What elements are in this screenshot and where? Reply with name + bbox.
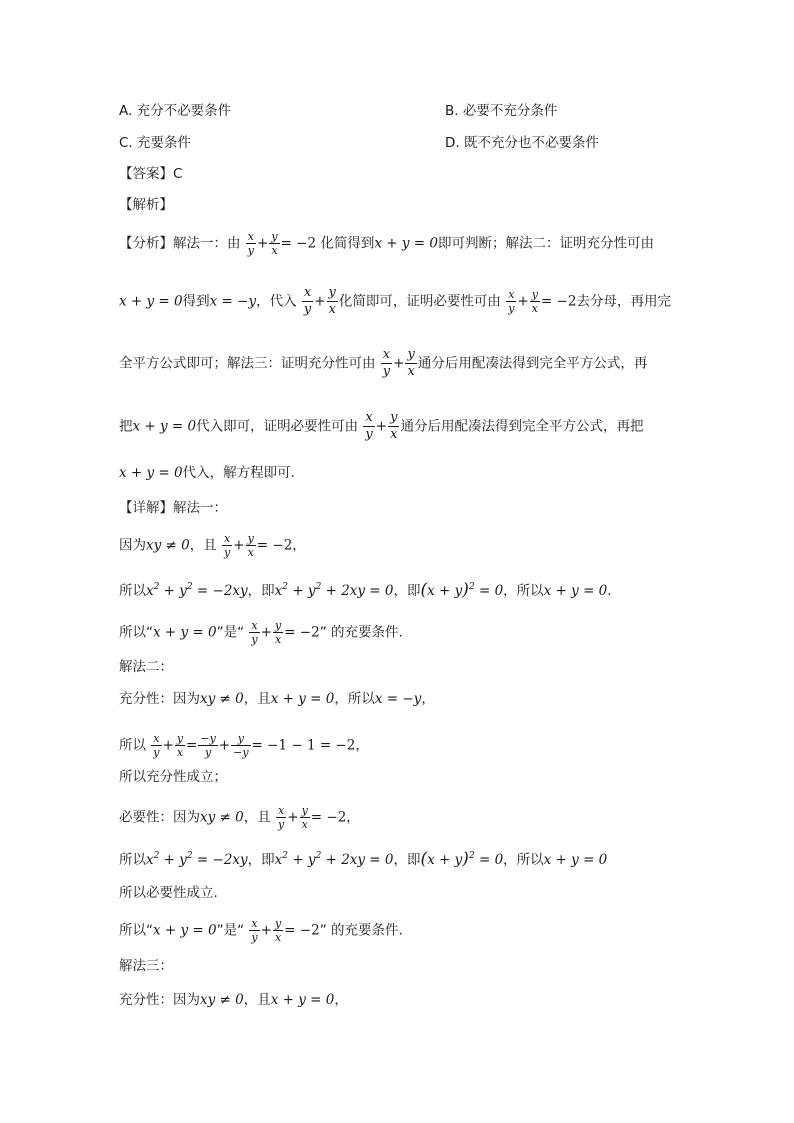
math: = −1 − 1 = −2 xyxy=(251,737,356,754)
text: 通分后用配凑法得到完全平方公式，再 xyxy=(417,355,648,372)
fenxi-line-4 xyxy=(119,410,643,443)
fenxi-line-3 xyxy=(119,347,647,380)
fraction: $\frac{x}{y}$ xyxy=(278,804,285,831)
math: $x^2 + y^2 + 2xy = 0$ xyxy=(274,582,394,599)
fenxi-tag: 【分析】 xyxy=(119,235,173,252)
option-c: C. 充要条件 xyxy=(119,135,192,151)
method-3-label: 解法三： xyxy=(119,958,173,974)
fraction: $\frac{x}{y}$ xyxy=(508,288,515,315)
math: x + y = 0 xyxy=(153,624,217,641)
plus: + xyxy=(314,293,326,310)
answer-line xyxy=(119,164,182,184)
text: 得到 xyxy=(182,293,210,310)
fenxi-line-1 xyxy=(119,230,654,257)
text: 通分后用配凑法得到完全平方公式，再把 xyxy=(400,418,644,435)
text: ，即 xyxy=(247,852,275,868)
text: ， xyxy=(292,537,306,554)
plus: + xyxy=(393,355,405,372)
text: 解法一：由 xyxy=(173,235,241,252)
m2-nec-ok: 所以必要性成立. xyxy=(119,885,218,901)
math: x + y = 0 xyxy=(119,465,183,481)
math: x + y = 0 xyxy=(153,922,217,939)
text: 化简得到 xyxy=(320,235,375,252)
text: 去分母，再用完 xyxy=(576,293,671,310)
answer-tag: 【答案】 xyxy=(119,166,173,182)
math: x + y = 0 xyxy=(119,293,183,310)
text: 必要性：因为 xyxy=(119,809,200,826)
fraction: $\frac{y}{x}$ xyxy=(274,917,282,944)
m2-chain-line xyxy=(119,732,369,759)
math: = −2 xyxy=(284,922,320,939)
text: 所以 xyxy=(119,852,146,868)
fenxi-line-5 xyxy=(119,463,295,483)
math: xy ≠ 0 xyxy=(200,809,244,826)
m2-nec-line xyxy=(119,804,360,831)
text: . xyxy=(607,583,612,599)
math: $(x + y)^2 = 0$ xyxy=(420,849,504,869)
math: x + y = 0 xyxy=(374,235,438,252)
text: 把 xyxy=(119,418,133,435)
plus: + xyxy=(162,737,174,754)
fraction: $\frac{y}{x}$ xyxy=(176,732,184,759)
fraction: $\frac{x}{y}$ xyxy=(224,532,231,559)
text: 因为 xyxy=(119,537,146,554)
equals: = xyxy=(186,737,198,754)
text: ，所以 xyxy=(503,852,544,868)
m1-conclusion xyxy=(119,619,403,646)
text: 即可判断；解法二：证明充分性可由 xyxy=(437,235,654,252)
math: x + y = 0 xyxy=(132,418,197,435)
m2-square-line xyxy=(119,846,607,870)
text: 化简即可，证明必要性可由 xyxy=(338,293,501,310)
analysis-tag: 【解析】 xyxy=(119,197,173,213)
math: $x^2 + y^2 = -2xy$ xyxy=(146,851,248,868)
text: 代入即可，证明必要性可由 xyxy=(196,418,359,435)
text: ，代入 xyxy=(256,293,297,310)
fraction: $\frac{x}{y}$ xyxy=(251,619,258,646)
text: 全平方公式即可；解法三：证明充分性可由 xyxy=(119,355,376,372)
text: ，且 xyxy=(243,691,271,707)
fraction: $\frac{x}{y}$ xyxy=(247,230,255,257)
math: x + y = 0 xyxy=(543,583,608,599)
math: = −2 xyxy=(284,624,320,641)
text: 所以 xyxy=(119,737,146,754)
m3-suff-line xyxy=(119,990,348,1010)
text: ，即 xyxy=(247,583,275,599)
math: xy ≠ 0 xyxy=(146,537,190,554)
detail-tag: 【详解】 xyxy=(119,500,173,516)
m1-line-2 xyxy=(119,577,612,601)
fraction: $\frac{y}{x}$ xyxy=(274,619,282,646)
fraction: $\frac{x}{y}$ xyxy=(303,285,312,317)
text: ，所以 xyxy=(503,583,544,599)
fraction: $\frac{y}{x}$ xyxy=(407,347,415,379)
text: 所以“ xyxy=(119,922,153,939)
text: ， xyxy=(421,691,435,707)
math: $x^2 + y^2 + 2xy = 0$ xyxy=(274,851,394,868)
fraction: $\frac{y}{x}$ xyxy=(301,804,308,831)
text: ，即 xyxy=(393,852,421,868)
fraction: $\frac{y}{x}$ xyxy=(531,288,538,315)
plus: + xyxy=(375,418,388,435)
math: $(x + y)^2 = 0$ xyxy=(420,580,504,600)
option-a: A. 充分不必要条件 xyxy=(119,103,232,119)
plus: + xyxy=(517,293,529,310)
math: = −2 xyxy=(256,537,293,554)
math: xy ≠ 0 xyxy=(200,691,244,707)
text: ， xyxy=(355,737,369,754)
math: = −2 xyxy=(540,293,577,310)
text: 所以“ xyxy=(119,624,153,641)
math: = −2 xyxy=(310,809,347,826)
m2-conclusion xyxy=(119,917,403,944)
fraction: $\frac{y}{x}$ xyxy=(390,410,398,442)
math: xy ≠ 0 xyxy=(200,992,244,1008)
text: ，且 xyxy=(189,537,217,554)
fraction: $\frac{y}{x}$ xyxy=(271,230,278,257)
text: ， xyxy=(334,992,348,1008)
m2-suff-ok: 所以充分性成立； xyxy=(119,769,227,785)
plus: + xyxy=(287,809,299,826)
fraction: $\frac{y}{-y}$ xyxy=(233,732,249,759)
answer-value: C xyxy=(173,166,183,182)
math: x + y = 0 xyxy=(270,992,335,1008)
plus: + xyxy=(233,537,245,554)
plus: + xyxy=(218,737,231,754)
text: ，且 xyxy=(243,992,271,1008)
method-2-label: 解法二： xyxy=(119,659,173,675)
text: ” 的充要条件. xyxy=(319,922,403,939)
text: ，即 xyxy=(393,583,421,599)
fraction: $\frac{x}{y}$ xyxy=(365,410,373,442)
fraction: $\frac{y}{x}$ xyxy=(328,285,336,317)
fraction: $\frac{y}{x}$ xyxy=(247,532,254,559)
text: 代入，解方程即可. xyxy=(182,465,295,481)
math: = −2 xyxy=(280,235,317,252)
math: x + y = 0 xyxy=(270,691,335,707)
method-1-label: 解法一： xyxy=(173,500,227,516)
plus: + xyxy=(260,624,272,641)
text: 所以 xyxy=(119,583,146,599)
text: ”是“ xyxy=(216,922,245,939)
option-b: B. 必要不充分条件 xyxy=(445,103,558,119)
text: ” 的充要条件. xyxy=(319,624,403,641)
m2-suff-line xyxy=(119,689,435,709)
plus: + xyxy=(257,235,269,252)
text: ”是“ xyxy=(216,624,245,641)
text: 充分性：因为 xyxy=(119,992,200,1008)
math: x = −y xyxy=(209,293,257,310)
plus: + xyxy=(260,922,272,939)
option-d: D. 既不充分也不必要条件 xyxy=(445,135,599,151)
text: 充分性：因为 xyxy=(119,691,200,707)
fraction: $\frac{x}{y}$ xyxy=(251,917,258,944)
fraction: $\frac{x}{y}$ xyxy=(382,347,391,379)
fraction: $\frac{-y}{y}$ xyxy=(200,732,216,759)
m1-line-1 xyxy=(119,532,306,559)
math: x + y = 0 xyxy=(543,852,608,868)
detail-header xyxy=(119,498,227,518)
math: $x^2 + y^2 = -2xy$ xyxy=(146,582,248,599)
text: ，所以 xyxy=(334,691,375,707)
text: ，且 xyxy=(243,809,271,826)
fraction: $\frac{x}{y}$ xyxy=(153,732,160,759)
text: ， xyxy=(346,809,360,826)
math: x = −y xyxy=(374,691,422,707)
fenxi-line-2 xyxy=(119,285,671,318)
